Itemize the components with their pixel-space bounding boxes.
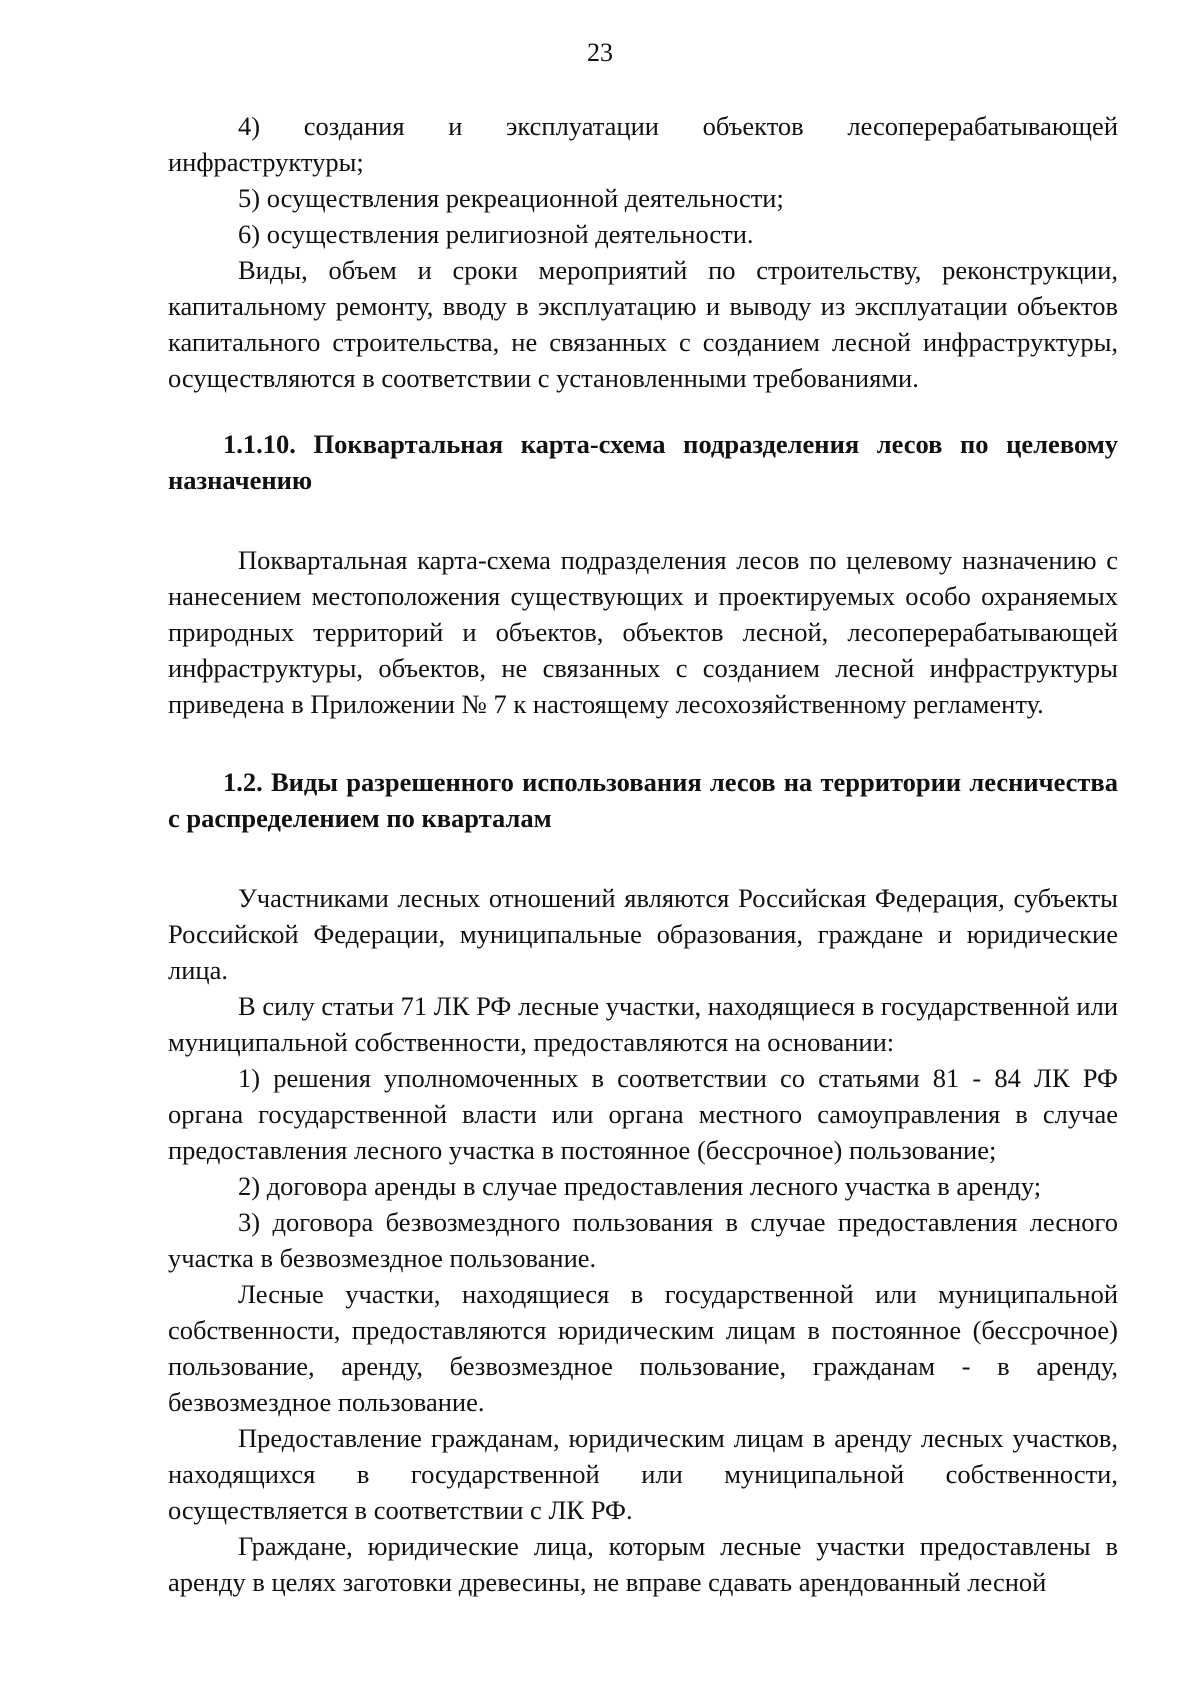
list-item: 5) осуществления рекреационной деятельности;	[238, 183, 784, 213]
paragraph: Предоставление гражданам, юридическим лицам в аренду лесных участков, находящихся в государственной или муниципальной собственности, осуществляется в соответствии с ЛК РФ.	[168, 1423, 1118, 1525]
list-item: 4) создания и эксплуатации объектов лесоперерабатывающей инфраструктуры;	[168, 111, 1118, 177]
document-body	[168, 108, 1118, 1600]
paragraph: В силу статьи 71 ЛК РФ лесные участки, находящиеся в государственной или муниципальной собственности, предоставляются на основании:	[168, 991, 1118, 1057]
section-heading-1-2: 1.2. Виды разрешенного использования лесов на территории лесничества с распределением по кварталам	[168, 767, 1118, 833]
paragraph: Поквартальная карта-схема подразделения лесов по целевому назначению с нанесением местоположения существующих и проектируемых особо охраняемых природных территорий и объектов, объектов лесной, лесоперерабатывающей инфраструктуры, объектов, не связанных с созданием лесной инфраструктуры приведена в Приложении № 7 к настоящему лесохозяйственному регламенту.	[168, 545, 1118, 719]
list-item: 2) договора аренды в случае предоставления лесного участка в аренду;	[238, 1171, 1042, 1201]
list-item: 3) договора безвозмездного пользования в случае предоставления лесного участка в безвозмездное пользование.	[168, 1207, 1118, 1273]
paragraph: Виды, объем и сроки мероприятий по строительству, реконструкции, капитальному ремонту, вводу в эксплуатацию и выводу из эксплуатации объектов капитального строительства, не связанных с созданием лесной инфраструктуры, осуществляются в соответствии с установленными требованиями.	[168, 255, 1118, 393]
paragraph: Граждане, юридические лица, которым лесные участки предоставлены в аренду в целях заготовки древесины, не вправе сдавать арендованный лесной	[168, 1531, 1118, 1597]
list-item: 1) решения уполномоченных в соответствии со статьями 81 - 84 ЛК РФ органа государственной власти или органа местного самоуправления в случае предоставления лесного участка в постоянное (бессрочное) пользование;	[168, 1063, 1118, 1165]
list-item: 6) осуществления религиозной деятельности.	[238, 219, 754, 249]
paragraph: Участниками лесных отношений являются Российская Федерация, субъекты Российской Федерации, муниципальные образования, граждане и юридические лица.	[168, 883, 1118, 985]
page-number: 23	[587, 38, 613, 67]
paragraph: Лесные участки, находящиеся в государственной или муниципальной собственности, предоставляются юридическим лицам в постоянное (бессрочное) пользование, аренду, безвозмездное пользование, гражданам - в аренду, безвозмездное пользование.	[168, 1279, 1118, 1417]
section-heading-1-1-10: 1.1.10. Поквартальная карта-схема подразделения лесов по целевому назначению	[168, 429, 1118, 495]
